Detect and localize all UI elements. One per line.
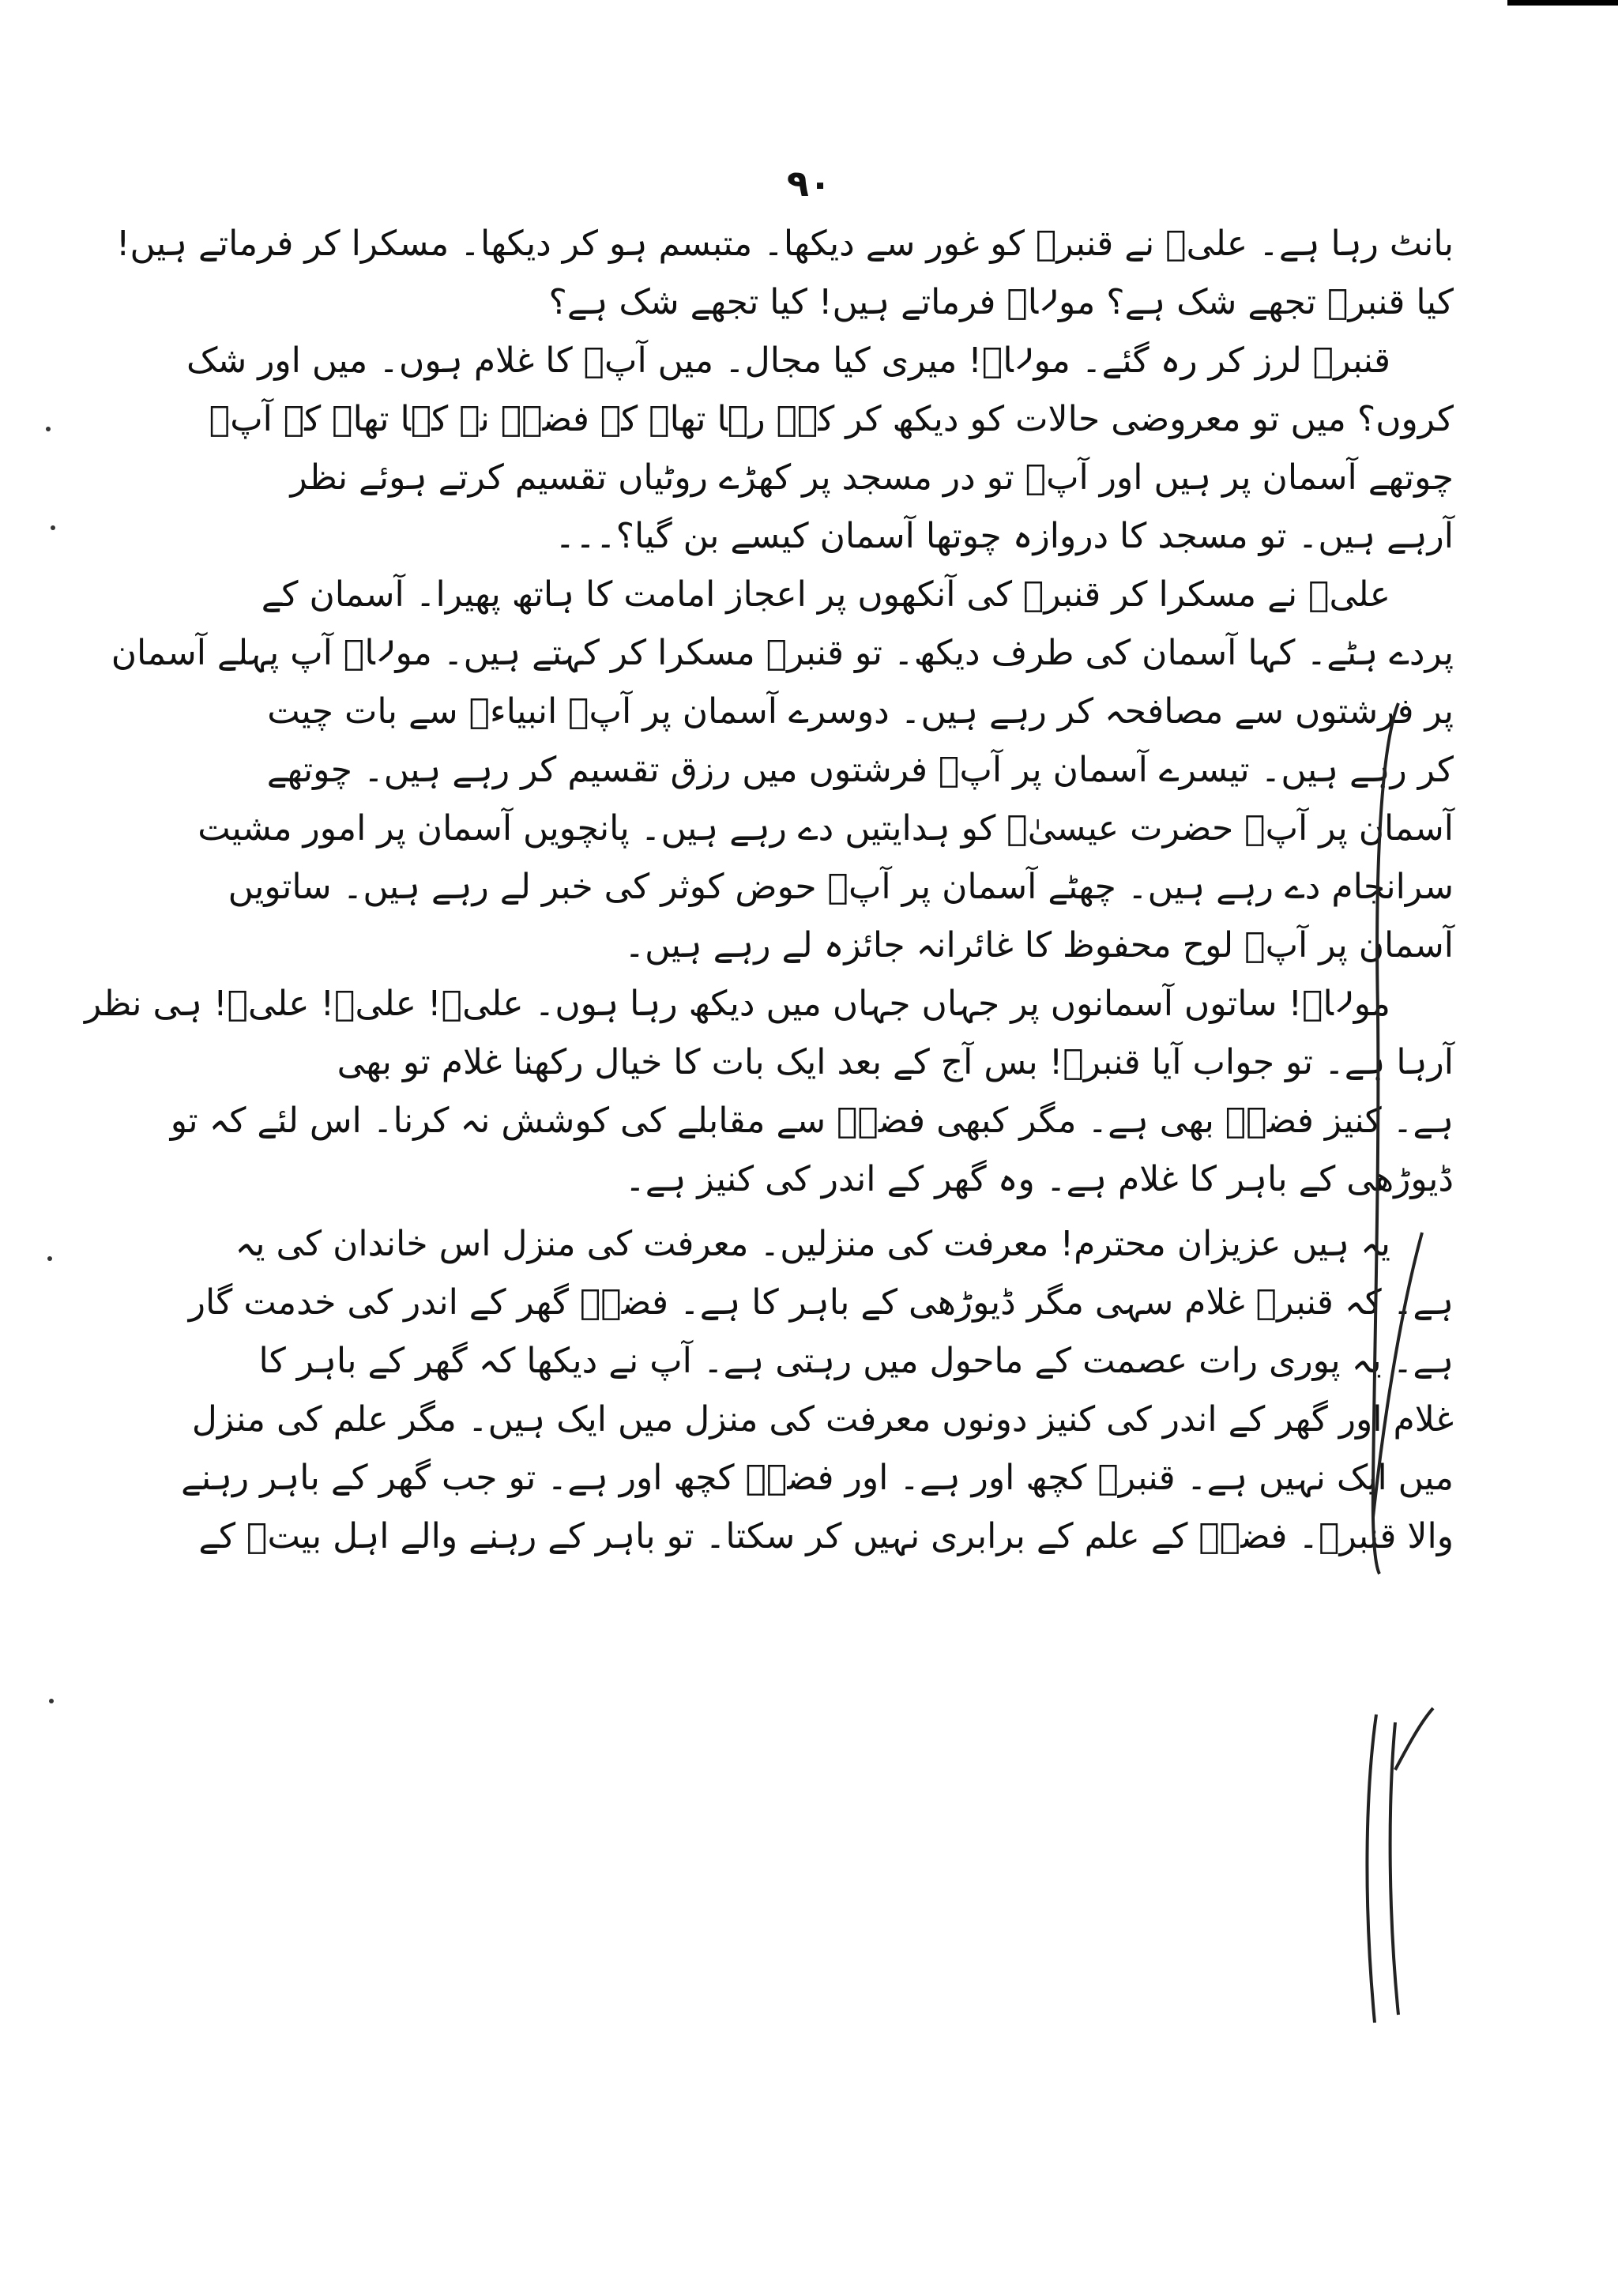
- scan-speck: [47, 1256, 52, 1261]
- text-line: آرہے ہیں۔ تو مسجد کا دروازہ چوتھا آسمان کیسے بن گیا؟۔۔۔: [555, 516, 1454, 556]
- paragraph-4: [84, 975, 1454, 1209]
- text-line: آسمان پر آپؑ حضرت عیسیٰؑ کو ہدایتیں دے رہے ہیں۔ پانچویں آسمان پر امور مشیت: [198, 808, 1454, 849]
- text-line: ڈیوڑھی کے باہر کا غلام ہے۔ وہ گھر کے اندر کی کنیز ہے۔: [625, 1159, 1454, 1199]
- text-line: چوتھے آسمان پر ہیں اور آپؑ تو در مسجد پر کھڑے روٹیاں تقسیم کرتے ہوئے نظر: [290, 457, 1454, 498]
- text-line: مولاؑ! ساتوں آسمانوں پر جہاں جہاں میں دیکھ رہا ہوں۔ علیؑ! علیؑ! علیؑ! ہی نظر: [84, 984, 1390, 1024]
- paragraph-2: [186, 332, 1454, 566]
- margin-slash-mark: [1367, 1225, 1430, 1525]
- scan-speck: [49, 1699, 54, 1703]
- text-line: علیؑ نے مسکرا کر قنبرؓ کی آنکھوں پر اعجاز امامت کا ہاتھ پھیرا۔ آسمان کے: [261, 574, 1390, 615]
- paragraph-5: [181, 1215, 1454, 1566]
- top-edge-rule: [1507, 0, 1618, 6]
- text-line: والا قنبرؓ۔ فضہؑ کے علم کے برابری نہیں کر سکتا۔ تو باہر کے رہنے والے اہل بیتؑ کے: [198, 1516, 1454, 1556]
- margin-double-bracket-mark: [1360, 1699, 1439, 2031]
- text-line: پردے ہٹے۔ کہا آسمان کی طرف دیکھ۔ تو قنبرؓ مسکرا کر کہتے ہیں۔ مولاؑ آپ پہلے آسمان: [111, 633, 1454, 673]
- text-line: آرہا ہے۔ تو جواب آیا قنبرؓ! بس آج کے بعد ایک بات کا خیال رکھنا غلام تو بھی: [337, 1042, 1454, 1082]
- text-line: پر فرشتوں سے مصافحہ کر رہے ہیں۔ دوسرے آسمان پر آپؑ انبیاءؑ سے بات چیت: [267, 691, 1454, 732]
- paragraph-3: [111, 566, 1454, 975]
- text-line: غلام اور گھر کے اندر کی کنیز دونوں معرفت کی منزل میں ایک ہیں۔ مگر علم کی منزل: [191, 1399, 1454, 1440]
- text-line: یہ ہیں عزیزان محترم! معرفت کی منزلیں۔ معرفت کی منزل اس خاندان کی یہ: [235, 1224, 1390, 1264]
- text-line: سرانجام دے رہے ہیں۔ چھٹے آسمان پر آپؑ حوض کوثر کی خبر لے رہے ہیں۔ ساتویں: [228, 867, 1454, 907]
- text-line: کیا قنبرؓ تجھے شک ہے؟ مولاؑ فرماتے ہیں! کیا تجھے شک ہے؟: [548, 282, 1454, 322]
- text-line: آسمان پر آپؑ لوح محفوظ کا غائرانہ جائزہ لے رہے ہیں۔: [624, 925, 1454, 965]
- scan-speck: [51, 525, 55, 530]
- text-line: بانٹ رہا ہے۔ علیؑ نے قنبرؓ کو غور سے دیکھا۔ متبسم ہو کر دیکھا۔ مسکرا کر فرماتے ہیں!: [115, 224, 1454, 264]
- scan-speck: [46, 427, 51, 431]
- page-body: [84, 215, 1454, 1566]
- text-line: قنبرؓ لرز کر رہ گئے۔ مولاؑ! میری کیا مجال۔ میں آپؑ کا غلام ہوں۔ میں اور شک: [186, 341, 1390, 381]
- text-line: ہے۔ کہ قنبرؓ غلام سہی مگر ڈیوڑھی کے باہر کا ہے۔ فضہؑ گھر کے اندر کی خدمت گار: [188, 1282, 1454, 1323]
- text-line: کروں؟ میں تو معروضی حالات کو دیکھ کر کہہ رہا تھا۔ کہ فضہؑ نے کہا تھا۔ کہ آپؑ: [209, 399, 1454, 439]
- text-line: کر رہے ہیں۔ تیسرے آسمان پر آپؑ فرشتوں میں رزق تقسیم کر رہے ہیں۔ چوتھے: [266, 750, 1454, 790]
- paragraph-1: [115, 215, 1454, 332]
- text-line: میں ایک نہیں ہے۔ قنبرؓ کچھ اور ہے۔ اور فضہؑ کچھ اور ہے۔ تو جب گھر کے باہر رہنے: [181, 1458, 1454, 1498]
- text-line: ہے۔ کنیز فضہؑ بھی ہے۔ مگر کبھی فضہؑ سے مقابلے کی کوشش نہ کرنا۔ اس لئے کہ تو: [170, 1101, 1454, 1141]
- page-number: ۹۰: [786, 162, 832, 205]
- text-line: ہے۔ یہ پوری رات عصمت کے ماحول میں رہتی ہے۔ آپ نے دیکھا کہ گھر کے باہر کا: [258, 1341, 1454, 1381]
